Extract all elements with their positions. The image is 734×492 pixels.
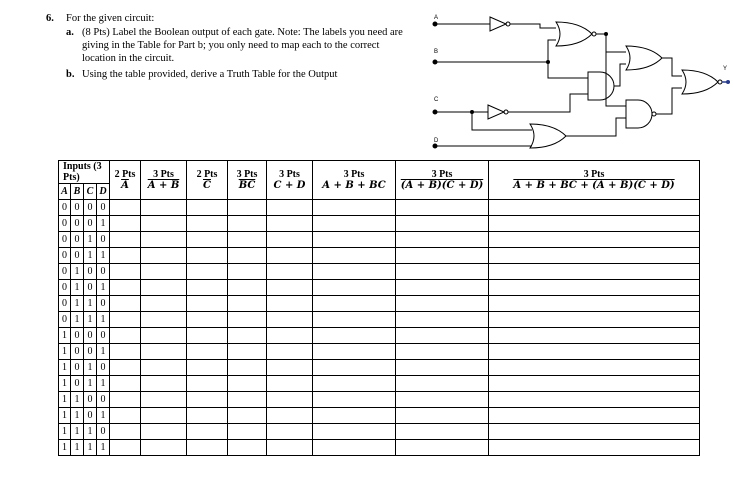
gate-col-header <box>187 161 228 200</box>
input-value-cell: 0 <box>97 328 110 344</box>
answer-cell[interactable] <box>313 408 396 424</box>
answer-cell[interactable] <box>489 200 700 216</box>
answer-cell[interactable] <box>141 392 187 408</box>
answer-cell[interactable] <box>228 440 267 456</box>
answer-cell[interactable] <box>396 216 489 232</box>
part-b-text: Using the table provided, derive a Truth Table for the Output <box>82 69 338 80</box>
input-value-cell: 0 <box>84 328 97 344</box>
answer-cell[interactable] <box>267 344 313 360</box>
input-value-cell: 0 <box>71 360 84 376</box>
wire-nor1-to-or <box>606 34 626 52</box>
gate-col-points: 3 Pts <box>431 169 453 180</box>
answer-cell[interactable] <box>187 280 228 296</box>
gate-col-header <box>267 161 313 200</box>
input-value-cell: 0 <box>84 216 97 232</box>
answer-cell[interactable] <box>396 296 489 312</box>
wire-c-to-or <box>472 112 532 130</box>
input-value-cell: 0 <box>97 360 110 376</box>
answer-cell[interactable] <box>110 328 141 344</box>
nand-gate <box>626 100 652 128</box>
input-value-cell: 0 <box>71 248 84 264</box>
input-value-cell: 0 <box>97 296 110 312</box>
answer-cell[interactable] <box>228 232 267 248</box>
answer-cell[interactable] <box>267 424 313 440</box>
input-value-cell: 1 <box>71 424 84 440</box>
answer-cell[interactable] <box>187 312 228 328</box>
input-value-cell: 1 <box>97 248 110 264</box>
answer-cell[interactable] <box>489 440 700 456</box>
input-value-cell: 1 <box>71 296 84 312</box>
input-value-cell: 0 <box>59 280 71 296</box>
input-value-cell: 1 <box>84 360 97 376</box>
input-value-cell: 1 <box>59 392 71 408</box>
answer-cell[interactable] <box>489 328 700 344</box>
answer-cell[interactable] <box>187 392 228 408</box>
answer-cell[interactable] <box>141 280 187 296</box>
answer-cell[interactable] <box>141 216 187 232</box>
wire-b-to-nor <box>435 40 556 62</box>
answer-cell[interactable] <box>313 216 396 232</box>
answer-cell[interactable] <box>313 296 396 312</box>
answer-cell[interactable] <box>313 280 396 296</box>
part-b-label: b. <box>66 69 75 80</box>
part-b <box>66 68 426 81</box>
input-value-cell: 1 <box>84 312 97 328</box>
answer-cell[interactable] <box>396 376 489 392</box>
nand-bubble <box>652 112 656 116</box>
answer-cell[interactable] <box>141 328 187 344</box>
input-value-cell: 0 <box>84 344 97 360</box>
answer-cell[interactable] <box>110 264 141 280</box>
table-row <box>59 232 700 248</box>
input-value-cell: 1 <box>59 360 71 376</box>
answer-cell[interactable] <box>396 200 489 216</box>
input-col-header: C <box>84 184 97 200</box>
answer-cell[interactable] <box>110 232 141 248</box>
input-value-cell: 0 <box>97 424 110 440</box>
input-value-cell: 1 <box>84 232 97 248</box>
answer-cell[interactable] <box>110 376 141 392</box>
nor-gate-1 <box>556 22 592 46</box>
answer-cell[interactable] <box>228 280 267 296</box>
answer-cell[interactable] <box>313 424 396 440</box>
gate-col-expression: $\overline{C}$ <box>203 180 211 191</box>
part-a <box>66 26 426 65</box>
input-value-cell: 0 <box>84 280 97 296</box>
answer-cell[interactable] <box>228 360 267 376</box>
gate-col-header <box>489 161 700 200</box>
answer-cell[interactable] <box>396 344 489 360</box>
and-gate-bc <box>588 72 614 100</box>
input-value-cell: 0 <box>84 264 97 280</box>
input-col-header: D <box>97 184 110 200</box>
gate-col-points: 3 Pts <box>343 169 365 180</box>
answer-cell[interactable] <box>228 328 267 344</box>
input-value-cell: 0 <box>97 232 110 248</box>
answer-cell[interactable] <box>187 216 228 232</box>
answer-cell[interactable] <box>267 376 313 392</box>
gate-col-header <box>313 161 396 200</box>
answer-cell[interactable] <box>396 280 489 296</box>
table-row <box>59 248 700 264</box>
answer-cell[interactable] <box>228 344 267 360</box>
gate-col-points: 3 Pts <box>236 169 258 180</box>
answer-cell[interactable] <box>187 376 228 392</box>
input-value-cell: 0 <box>59 296 71 312</box>
input-value-cell: 0 <box>59 216 71 232</box>
input-value-cell: 1 <box>97 440 110 456</box>
answer-cell[interactable] <box>267 232 313 248</box>
answer-cell[interactable] <box>187 344 228 360</box>
part-a-text: (8 Pts) Label the Boolean output of each gate. Note: The labels you need are giving in the Table for Part b; you only need to map each to the correct location in the circuit. <box>82 27 403 64</box>
answer-cell[interactable] <box>187 440 228 456</box>
answer-cell[interactable] <box>267 392 313 408</box>
input-value-cell: 1 <box>84 424 97 440</box>
gate-col-expression: $\overline{A}$ <box>121 180 129 191</box>
answer-cell[interactable] <box>489 408 700 424</box>
answer-cell[interactable] <box>489 424 700 440</box>
wire-b-to-and <box>548 62 588 78</box>
output-label-y: Y <box>723 66 728 72</box>
input-value-cell: 0 <box>71 328 84 344</box>
answer-cell[interactable] <box>228 408 267 424</box>
output-node-y <box>727 81 730 84</box>
answer-cell[interactable] <box>489 376 700 392</box>
answer-cell[interactable] <box>187 264 228 280</box>
input-value-cell: 1 <box>71 408 84 424</box>
input-value-cell: 0 <box>59 200 71 216</box>
answer-cell[interactable] <box>267 280 313 296</box>
wire-cd-out <box>566 118 626 136</box>
input-value-cell: 1 <box>97 376 110 392</box>
answer-cell[interactable] <box>141 408 187 424</box>
answer-cell[interactable] <box>396 392 489 408</box>
input-value-cell: 0 <box>71 376 84 392</box>
answer-cell[interactable] <box>489 280 700 296</box>
answer-cell[interactable] <box>489 360 700 376</box>
answer-cell[interactable] <box>313 312 396 328</box>
logic-circuit-diagram <box>420 6 730 156</box>
input-value-cell: 1 <box>84 440 97 456</box>
gate-col-header <box>141 161 187 200</box>
answer-cell[interactable] <box>489 248 700 264</box>
answer-cell[interactable] <box>187 360 228 376</box>
answer-cell[interactable] <box>313 376 396 392</box>
answer-cell[interactable] <box>489 296 700 312</box>
answer-cell[interactable] <box>396 312 489 328</box>
answer-cell[interactable] <box>141 264 187 280</box>
answer-cell[interactable] <box>110 440 141 456</box>
table-row <box>59 360 700 376</box>
answer-cell[interactable] <box>187 200 228 216</box>
question-number: 6. <box>46 13 54 24</box>
answer-cell[interactable] <box>396 232 489 248</box>
answer-cell[interactable] <box>110 200 141 216</box>
input-value-cell: 0 <box>71 232 84 248</box>
gate-col-header <box>228 161 267 200</box>
answer-cell[interactable] <box>141 232 187 248</box>
table-row <box>59 312 700 328</box>
table-row <box>59 280 700 296</box>
input-value-cell: 1 <box>59 328 71 344</box>
input-value-cell: 1 <box>84 296 97 312</box>
input-value-cell: 1 <box>84 376 97 392</box>
nor-gate-final <box>682 70 718 94</box>
input-value-cell: 1 <box>71 280 84 296</box>
not-gate-a <box>490 17 506 31</box>
answer-cell[interactable] <box>187 328 228 344</box>
answer-cell[interactable] <box>141 312 187 328</box>
answer-cell[interactable] <box>267 296 313 312</box>
gate-col-header <box>396 161 489 200</box>
input-label-a: A <box>434 15 439 21</box>
answer-cell[interactable] <box>313 232 396 248</box>
answer-cell[interactable] <box>187 424 228 440</box>
answer-cell[interactable] <box>141 440 187 456</box>
table-row <box>59 216 700 232</box>
answer-cell[interactable] <box>267 200 313 216</box>
answer-cell[interactable] <box>396 360 489 376</box>
answer-cell[interactable] <box>187 232 228 248</box>
answer-cell[interactable] <box>110 248 141 264</box>
answer-cell[interactable] <box>110 296 141 312</box>
gate-col-header <box>110 161 141 200</box>
table-row <box>59 424 700 440</box>
part-a-label: a. <box>66 27 74 38</box>
input-value-cell: 1 <box>59 344 71 360</box>
answer-cell[interactable] <box>228 296 267 312</box>
truth-table <box>58 160 700 456</box>
answer-cell[interactable] <box>110 344 141 360</box>
input-value-cell: 1 <box>97 408 110 424</box>
table-row <box>59 296 700 312</box>
table-row <box>59 376 700 392</box>
answer-cell[interactable] <box>267 408 313 424</box>
answer-cell[interactable] <box>228 200 267 216</box>
input-value-cell: 0 <box>59 264 71 280</box>
answer-cell[interactable] <box>489 216 700 232</box>
answer-cell[interactable] <box>141 296 187 312</box>
wire-nor1-to-and <box>606 58 626 106</box>
answer-cell[interactable] <box>228 264 267 280</box>
table-row <box>59 200 700 216</box>
answer-cell[interactable] <box>267 360 313 376</box>
input-col-header: A <box>59 184 71 200</box>
wire-bc-out <box>614 64 626 86</box>
answer-cell[interactable] <box>187 408 228 424</box>
answer-cell[interactable] <box>141 376 187 392</box>
c-junction <box>471 111 474 114</box>
answer-cell[interactable] <box>110 408 141 424</box>
inputs-header: Inputs (3 Pts) <box>59 161 110 184</box>
input-value-cell: 0 <box>84 392 97 408</box>
input-label-c: C <box>434 97 439 103</box>
input-value-cell: 1 <box>59 440 71 456</box>
answer-cell[interactable] <box>267 248 313 264</box>
input-value-cell: 1 <box>71 312 84 328</box>
input-value-cell: 0 <box>71 344 84 360</box>
answer-cell[interactable] <box>187 248 228 264</box>
answer-cell[interactable] <box>110 280 141 296</box>
table-row <box>59 344 700 360</box>
answer-cell[interactable] <box>187 296 228 312</box>
gate-col-expression: A + B <box>147 180 180 191</box>
answer-cell[interactable] <box>313 392 396 408</box>
answer-cell[interactable] <box>110 312 141 328</box>
input-value-cell: 0 <box>97 264 110 280</box>
question-stem: For the given circuit: <box>66 13 155 24</box>
gate-col-points: 3 Pts <box>583 169 605 180</box>
answer-cell[interactable] <box>396 264 489 280</box>
answer-cell[interactable] <box>267 264 313 280</box>
input-value-cell: 0 <box>84 200 97 216</box>
answer-cell[interactable] <box>141 344 187 360</box>
or-gate-2 <box>626 46 662 70</box>
answer-cell[interactable] <box>267 328 313 344</box>
answer-cell[interactable] <box>396 248 489 264</box>
answer-cell[interactable] <box>228 248 267 264</box>
wire-nota <box>510 24 556 28</box>
gate-col-points: 3 Pts <box>279 169 300 180</box>
answer-cell[interactable] <box>228 376 267 392</box>
input-label-b: B <box>434 49 439 55</box>
input-value-cell: 1 <box>97 216 110 232</box>
answer-cell[interactable] <box>489 392 700 408</box>
answer-cell[interactable] <box>313 264 396 280</box>
answer-cell[interactable] <box>313 328 396 344</box>
answer-cell[interactable] <box>267 216 313 232</box>
input-label-d: D <box>434 138 439 144</box>
answer-cell[interactable] <box>396 440 489 456</box>
input-value-cell: 1 <box>59 424 71 440</box>
answer-cell[interactable] <box>228 392 267 408</box>
table-row <box>59 440 700 456</box>
answer-cell[interactable] <box>313 440 396 456</box>
wire-or2-out <box>662 58 682 76</box>
input-value-cell: 1 <box>71 264 84 280</box>
input-value-cell: 1 <box>97 344 110 360</box>
or-gate-cd <box>530 124 566 148</box>
gate-col-expression: C + D <box>273 180 306 191</box>
answer-cell[interactable] <box>489 232 700 248</box>
table-row <box>59 328 700 344</box>
input-col-header: B <box>71 184 84 200</box>
answer-cell[interactable] <box>110 424 141 440</box>
answer-cell[interactable] <box>396 408 489 424</box>
input-value-cell: 1 <box>97 312 110 328</box>
input-value-cell: 1 <box>71 392 84 408</box>
answer-cell[interactable] <box>141 424 187 440</box>
answer-cell[interactable] <box>110 360 141 376</box>
input-value-cell: 1 <box>97 280 110 296</box>
answer-cell[interactable] <box>313 344 396 360</box>
input-value-cell: 0 <box>97 200 110 216</box>
input-value-cell: 0 <box>59 232 71 248</box>
answer-cell[interactable] <box>228 216 267 232</box>
gate-col-expression: A + B + BC + (A + B)(C + D) <box>513 180 675 191</box>
answer-cell[interactable] <box>267 440 313 456</box>
answer-cell[interactable] <box>313 248 396 264</box>
answer-cell[interactable] <box>313 200 396 216</box>
input-value-cell: 1 <box>59 376 71 392</box>
input-value-cell: 1 <box>71 440 84 456</box>
answer-cell[interactable] <box>141 248 187 264</box>
input-value-cell: 0 <box>59 312 71 328</box>
answer-cell[interactable] <box>110 216 141 232</box>
input-value-cell: 0 <box>71 216 84 232</box>
input-value-cell: 1 <box>59 408 71 424</box>
wire-nand-out <box>656 88 682 114</box>
gate-col-expression: A + B + BC <box>322 180 386 191</box>
gate-col-points: 2 Pts <box>196 169 218 180</box>
table-row <box>59 264 700 280</box>
wire-nor1-out <box>596 34 606 58</box>
input-value-cell: 1 <box>84 248 97 264</box>
input-value-cell: 0 <box>59 248 71 264</box>
answer-cell[interactable] <box>228 424 267 440</box>
answer-cell[interactable] <box>141 200 187 216</box>
answer-cell[interactable] <box>396 424 489 440</box>
answer-cell[interactable] <box>141 360 187 376</box>
answer-cell[interactable] <box>313 360 396 376</box>
gate-col-points: 2 Pts <box>114 169 136 180</box>
answer-cell[interactable] <box>267 312 313 328</box>
input-value-cell: 0 <box>97 392 110 408</box>
answer-cell[interactable] <box>396 328 489 344</box>
not-gate-c <box>488 105 504 119</box>
table-row <box>59 392 700 408</box>
input-value-cell: 0 <box>84 408 97 424</box>
answer-cell[interactable] <box>228 312 267 328</box>
answer-cell[interactable] <box>489 264 700 280</box>
answer-cell[interactable] <box>489 344 700 360</box>
gate-col-expression: (A + B)(C + D) <box>400 180 484 191</box>
answer-cell[interactable] <box>110 392 141 408</box>
gate-col-expression: $\overline{BC}$ <box>238 180 256 191</box>
gate-col-points: 3 Pts <box>153 169 174 180</box>
answer-cell[interactable] <box>489 312 700 328</box>
input-value-cell: 0 <box>71 200 84 216</box>
wire-notc <box>508 94 588 112</box>
table-row <box>59 408 700 424</box>
